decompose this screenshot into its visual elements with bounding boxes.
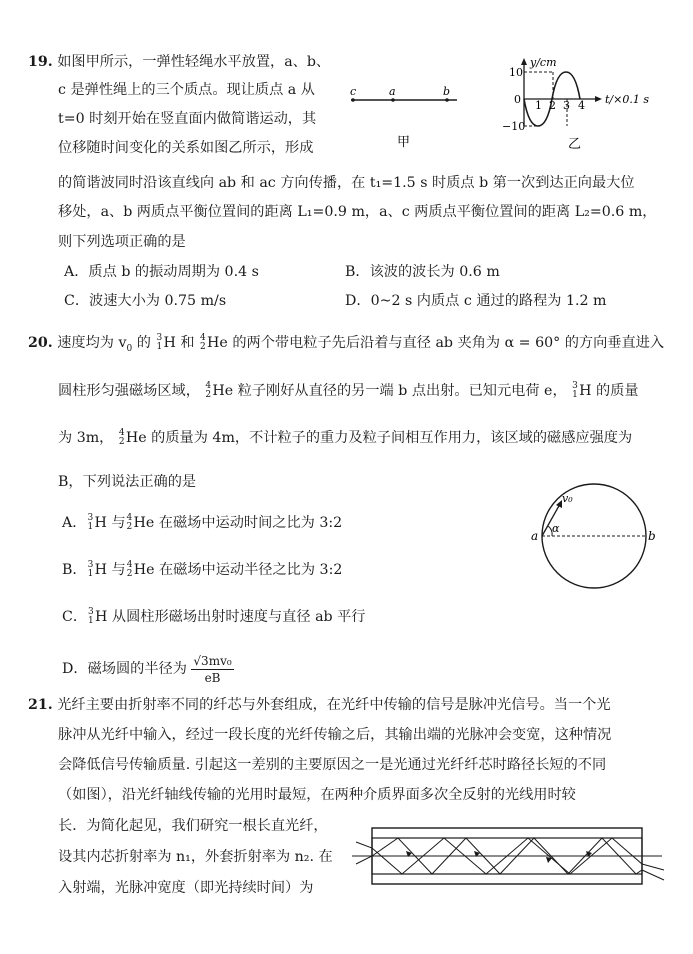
- x-axis-label: t/×0.1 s: [605, 93, 649, 106]
- q19-line-5: 的简谐波同时沿该直线向 ab 和 ac 方向传播，在 t₁=1.5 s 时质点 b 第一次到达正向最大位: [58, 175, 635, 191]
- tick-4: 4: [578, 99, 585, 112]
- q21-text-1: 光纤主要由折射率不同的纤芯与外套组成，在光纤中传输的信号是脉冲光信号。当一个光: [57, 697, 611, 713]
- q19-line-1: [28, 52, 330, 72]
- q21-line-7: 入射端，光脉冲宽度（即光持续时间）为: [58, 880, 314, 896]
- point-c-label: c: [350, 85, 357, 98]
- q20-option-d: D．磁场圆的半径为 $\frac{\text{√3mv₀}}{eB}$: [62, 653, 232, 685]
- q20-line-4: B，下列说法正确的是: [58, 474, 197, 490]
- q20-line-1: [28, 333, 664, 355]
- q19-number: 19.: [28, 54, 53, 70]
- origin-label: 0: [514, 93, 521, 106]
- y-max-label: 10: [509, 66, 523, 79]
- point-b-label: b: [648, 529, 656, 543]
- q20-option-c: C． 3 1 H 从圆柱形磁场出射时速度与直径 ab 平行: [62, 607, 366, 626]
- q20-text-1b: 的: [136, 335, 151, 351]
- y-axis-label: y/cm: [530, 56, 557, 69]
- q19-figure-jia: [345, 80, 470, 160]
- alpha-label: α: [552, 522, 560, 535]
- q19-line-7: 则下列选项正确的是: [58, 234, 186, 250]
- q19-text-1: 如图甲所示，一弹性轻绳水平放置，a、b、: [57, 54, 331, 70]
- q21-line-5: 长．为简化起见，我们研究一根长直光纤，: [58, 818, 328, 834]
- q19-option-c: C．波速大小为 0.75 m/s: [64, 293, 227, 309]
- q21-line-3: 会降低信号传输质量. 引起这一差别的主要原因之一是光通过光纤纤芯时路径长短的不同: [58, 757, 607, 773]
- q20-number: 20.: [28, 335, 53, 351]
- q20-option-a: A． 3 1 H 与 4 2 He 在磁场中运动时间之比为 3:2: [62, 513, 343, 532]
- q20-text-1a: 速度均为 v: [57, 335, 127, 351]
- q20-figure-circle: [528, 478, 663, 598]
- q20-text-1d: He 的两个带电粒子先后沿着与直径 ab 夹角为 α = 60° 的方向垂直进入: [207, 335, 665, 351]
- radius-fraction: $\frac{\text{√3mv₀}}{eB}$: [193, 653, 232, 685]
- q21-line-1: [28, 695, 611, 715]
- q21-line-6: 设其内芯折射率为 n₁，外套折射率为 n₂. 在: [58, 849, 333, 865]
- q19-line-2: c 是弹性绳上的三个质点。现让质点 a 从: [58, 82, 315, 98]
- y-min-label: −10: [502, 120, 526, 133]
- q21-line-2: 脉冲从光纤中输入，经过一段长度的光纤传输之后，其输出端的光脉冲会变宽，这种情况: [58, 727, 612, 743]
- isotope-h-notation: 3 1: [156, 333, 163, 352]
- tick-2: 2: [549, 99, 556, 112]
- q19-option-a: A．质点 b 的振动周期为 0.4 s: [64, 264, 259, 280]
- figure-yi-caption: 乙: [568, 137, 582, 152]
- q21-figure-fiber: [352, 820, 672, 900]
- q20-line-2: 圆柱形匀强磁场区域， 4 2 He 粒子刚好从直径的另一端 b 点出射。已知元电荷 e， 3 1 H 的质量: [58, 381, 639, 400]
- figure-jia-caption: 甲: [397, 135, 411, 150]
- q19-option-b: B．该波的波长为 0.6 m: [345, 264, 500, 280]
- q19-option-d: D．0~2 s 内质点 c 通过的路程为 1.2 m: [345, 293, 607, 309]
- q20-text-1c: H 和: [163, 335, 195, 351]
- q19-line-4: 位移随时间变化的关系如图乙所示，形成: [58, 140, 314, 156]
- point-a-label: a: [389, 85, 396, 98]
- v0-subscript: 0: [126, 344, 133, 354]
- tick-3: 3: [563, 99, 570, 112]
- velocity-label: v₀: [562, 492, 573, 505]
- q19-line-3: t=0 时刻开始在竖直面内做简谐运动，其: [58, 111, 317, 127]
- q21-number: 21.: [28, 697, 53, 713]
- q20-option-b: B． 3 1 H 与 4 2 He 在磁场中运动半径之比为 3:2: [62, 560, 343, 579]
- q21-line-4: （如图），沿光纤轴线传输的光用时最短，在两种介质界面多次全反射的光线用时较: [58, 787, 576, 803]
- point-a-label: a: [531, 529, 539, 543]
- isotope-he-notation: 4 2: [200, 333, 206, 352]
- q19-line-6: 移处，a、b 两质点平衡位置间的距离 L₁=0.9 m，a、c 两质点平衡位置间的距离 L₂=0.6 m，: [58, 204, 657, 220]
- tick-1: 1: [535, 99, 542, 112]
- point-b-label: b: [443, 85, 451, 98]
- q20-line-3: 为 3m， 4 2 He 的质量为 4m，不计粒子的重力及粒子间相互作用力，该区域的磁感应强度为: [58, 428, 633, 447]
- q19-figure-yi: [498, 56, 688, 156]
